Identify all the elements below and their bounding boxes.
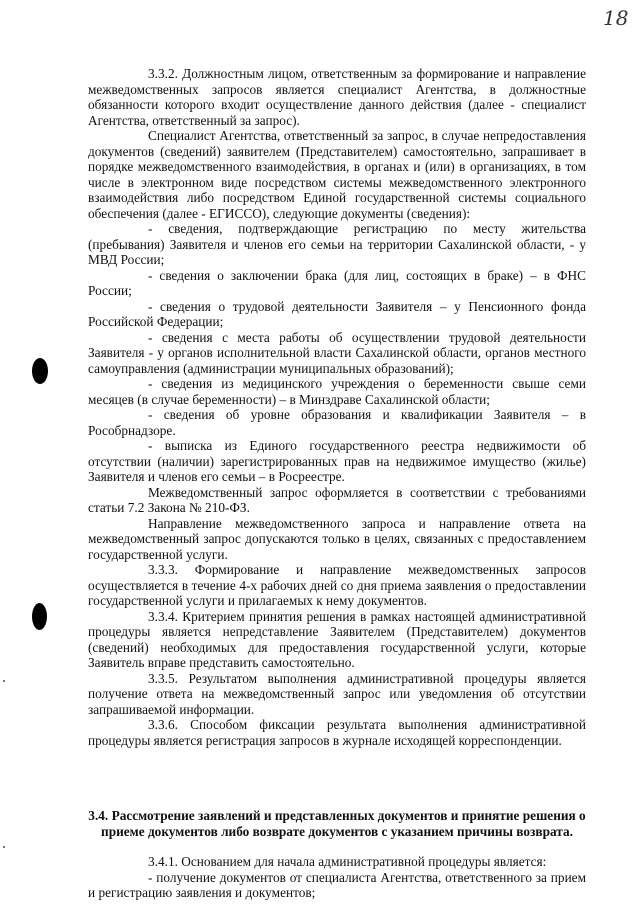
- paragraph-3-3-6: 3.3.6. Способом фиксации результата выполнения административной процедуры является регистрация запросов в журнале исходящей корреспонденции.: [88, 717, 586, 748]
- list-item: - сведения, подтверждающие регистрацию по месту жительства (пребывания) Заявителя и членов его семьи на территории Сахалинской области, - у МВД России;: [88, 221, 586, 267]
- list-item: - сведения о заключении брака (для лиц, состоящих в браке) – в ФНС России;: [88, 267, 586, 298]
- scan-speck: [3, 846, 5, 848]
- section-heading-3-4: 3.4. Рассмотрение заявлений и представленных документов и принятие решения о приеме документов либо возврате документов с указанием причины возврата.: [88, 808, 586, 839]
- paragraph-3-3-5: 3.3.5. Результатом выполнения административной процедуры является получение ответа на межведомственный запрос или уведомления об отсутствии запрашиваемой информации.: [88, 670, 586, 717]
- paragraph-request-format: Межведомственный запрос оформляется в соответствии с требованиями статьи 7.2 Закона № 210-ФЗ.: [88, 484, 586, 515]
- scan-speck: [3, 680, 5, 682]
- paragraph-specialist-request: Специалист Агентства, ответственный за запрос, в случае непредоставления документов (сведений) заявителем (Представителем) самостоятельно, запрашивает в порядке межведомственного взаимодействия, в органах и (или) в организациях, в том числе в электронном виде посредством системы межведомственного электронного взаимодействия либо посредством Единой государственной системы социального обеспечения (далее - ЕГИССО), следующие документы (сведения):: [88, 128, 586, 221]
- paragraph-request-purpose: Направление межведомственного запроса и направление ответа на межведомственный запрос допускаются только в целях, связанных с предоставлением государственной услуги.: [88, 515, 586, 562]
- spacer: [88, 840, 586, 854]
- paragraph-3-3-4: 3.3.4. Критерием принятия решения в рамках настоящей административной процедуры является непредставление Заявителем (Представителем) документов (сведений) необходимых для предоставления государственной услуги, которые Заявитель вправе представить самостоятельно.: [88, 608, 586, 670]
- page-number: 18: [603, 6, 629, 30]
- list-item: - выписка из Единого государственного реестра недвижимости об отсутствии (наличии) зарегистрированных прав на недвижимое имущество (жилье) Заявителя и членов его семьи – в Росреестре.: [88, 438, 586, 484]
- list-item: - сведения из медицинского учреждения о беременности свыше семи месяцев (в случае беременности) – в Минздраве Сахалинской области;: [88, 376, 586, 407]
- document-body: [88, 66, 586, 901]
- punch-hole: [32, 603, 47, 630]
- paragraph-3-4-1: 3.4.1. Основанием для начала административной процедуры является:: [148, 854, 547, 869]
- list-item: - сведения об уровне образования и квалификации Заявителя – в Рособрнадзоре.: [88, 407, 586, 438]
- paragraph-3-3-2: 3.3.2. Должностным лицом, ответственным за формирование и направление межведомственных запросов является специалист Агентства, в должностные обязанности которого входит осуществление данного действия (далее - специалист Агентства, ответственный за запрос).: [88, 66, 586, 128]
- paragraph-3-3-3: 3.3.3. Формирование и направление межведомственных запросов осуществляется в течение 4-х рабочих дней со дня приема заявления о предоставлении государственной услуги и прилагаемых к нему документов.: [88, 562, 586, 608]
- list-item: - сведения с места работы об осуществлении трудовой деятельности Заявителя - у органов исполнительной власти Сахалинской области, органов местного самоуправления (администрации муниципальных образований);: [88, 329, 586, 376]
- list-item: - получение документов от специалиста Агентства, ответственного за прием и регистрацию заявления и документов;: [88, 869, 586, 900]
- punch-hole: [32, 358, 48, 384]
- spacer: [88, 748, 586, 808]
- list-item: - сведения о трудовой деятельности Заявителя – у Пенсионного фонда Российской Федерации;: [88, 298, 586, 329]
